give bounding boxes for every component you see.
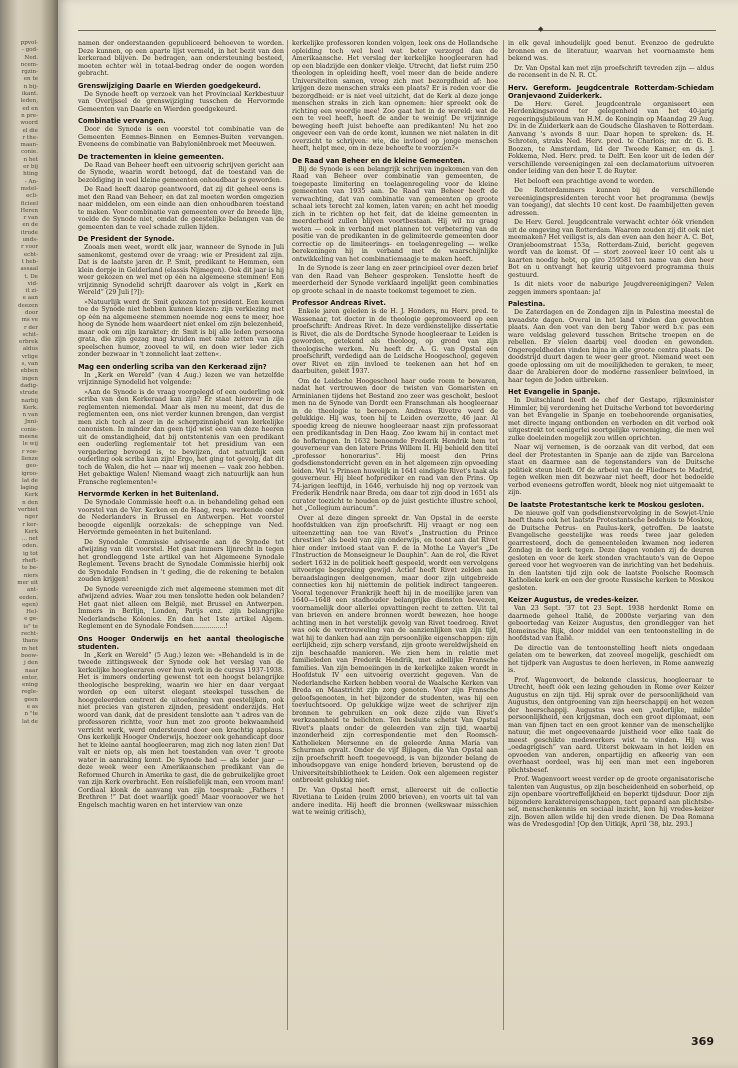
paragraph: De Synodale Commissie heeft o.a. in behandeling gehad een voorstel van de Ver. Kerken en de Haag, resp. werkende onder de Nederlanders in Brussel en Antwerpen. Het voorstel beoogde eigenlijk oorzekals: de scheppinge van Ned. Hervormde gemeenten in het buitenland. — [78, 499, 284, 536]
previous-page-fragment: r the- — [22, 134, 38, 141]
paragraph: »Aan de Synode is de vraag voorgelegd of een ouderling ook scriba van den Kerkeraad kan zijn? Er staat hierover in de reglementen niemendal. Maar als men nu meent, dat dus de reglementen een, ons niet verder kunnen brengen, dan vergist men zich toch al zeer in de scherpzinnigheid van kerkelijke canonisten. In minder dan geen tijd wist een van deze heeren uit de omstandigheid, dat bij ontstentenis van een predikant een ouderling reglementair tot het presidium van een vergadering bevoegd is, te bewijzen, dat natuurlijk een ouderling ook scriba kan zijn! Ergo, het ging tot gevolg, dat dit toch de Walen, die het — naar wij meenen — vaak zoo hebben. Het gebaktige Walen! Niemand waagt zich natuurlijk aan hun Fransche reglementen!« — [78, 388, 284, 486]
previous-page-fragment: boow- — [21, 652, 38, 659]
paragraph: Dr. Van Opstal heeft ernst, allereerst uit de collectie Rivetiana te Leiden (ruim 2000 brieven), en voorts uit tal van andere inedita. Hij heeft die bronnen (welkswaar misschien wat te weinig critisch), — [292, 786, 498, 816]
previous-page-fragment: regle- — [21, 689, 38, 696]
previous-page-fragment: igroo- — [21, 470, 38, 477]
section-heading: De President der Synode. — [78, 235, 175, 243]
previous-page-fragment: ncem- — [20, 61, 38, 68]
previous-page-fragment: e as — [26, 704, 38, 711]
previous-page-fragment: eeden. — [19, 594, 38, 601]
section-heading: Keizer Augustus, de vredes-keizer. — [508, 596, 639, 604]
paragraph: De Rotterdammers kunnen bij de verschillende vereenigingspresidenten terecht voor het programma (bewijs van toegang), dat slechts 10 cent kost. De raambiljetten geven adressen. — [508, 187, 714, 217]
section-heading: Het Evangelie in Spanje. — [508, 388, 601, 396]
previous-page-fragment: dadig- — [20, 382, 38, 389]
previous-page-fragment: narbij — [21, 397, 38, 404]
previous-page-fragment: schit- — [22, 331, 38, 338]
paragraph: De Zaterdagen en de Zondagen zijn in Palestina meestal de kwaadste dagen. Overal in het land vinden dan gevechten plaats. Aan den voet van den berg Tabor werd b.v. pas een ware veldslag geleverd tusschen Britsche troepen en de rebellen. Er vielen daarbij veel dooden en gewonden. Ongeregeldheden vinden bijna in alle groote centra plaats. De doodstrijd duurt dagen te weer geer groot. Niemand weet een goede oplossing om uit de moeilijkheden te geraken, te meer, daar de Arabieren door de moderne rassenleer beïnvloed, in haar tegen de Joden uitbreken. — [508, 309, 714, 384]
paragraph: In Duitschland heeft de chef der Gestapo, rijksminister Himmler, bij verordening het Duitsche Verbond tot bevordering van het Evangelie in Spanje en toebehoorende organisaties, met directe ingang ontbonden en verboden en dit verbod ook uitgestrekt tot eenigerlei soortgelijke vereeniging, die men wel zulke doeleinden mogelijk zou willen oprichten. — [508, 397, 714, 442]
section-heading: Herv. Gereform. Jeugdcentrale Rotterdam-Schiedam Oranjevaond Zuiderkerk. — [508, 83, 714, 100]
previous-page-fragment: geen — [24, 696, 38, 703]
paragraph: De nieuwe golf van godsdienstvervolging in de Sowjet-Unie heeft thans ook het laatste Protestantsche bedehuis te Moskou, de Duitsche Petrus- en Paulus-kerk, getroffen. De laatste Evangelische geestelijke was reeds twee jaar geleden gearresteerd, doch de gemeenteleden kwamen nog iederen Zondag in de kerk tegen. Deze dagen vonden zij de deuren gesloten en voor de kerk stonden vrachtauto's van de Oepoe gereed voor het wegvoeren van de inrichting van het bedehuis. In den laatsten tijd zijn ook de laatste Poolsche Roomsch Katholieke kerk en een der groote Russische kerken te Moskou gesloten. — [508, 509, 714, 592]
paragraph: In „Kerk en Wereld” (van 4 Aug.) lezen we van hetzelfde vrijzinnige Synodelid het volgende: — [78, 371, 284, 386]
header-rule — [78, 30, 716, 31]
page-number: 369 — [691, 1035, 714, 1048]
previous-page-fragment: n het — [23, 156, 38, 163]
previous-page-fragment: llenze — [21, 455, 38, 462]
previous-page-fragment: door — [25, 309, 38, 316]
previous-page-fragment: itrude — [20, 229, 38, 236]
previous-page-fragment: r der — [23, 324, 38, 331]
paragraph: kerkelijke professoren konden volgen, leek ons de Hollandsche opleiding toch wel heel wat beter verzorgd dan de Amerikaansche. Het verslag der kerkelijke hoogleeraren had op een bladzijde een donker vlekje. Utrecht, dat liefst ruim 250 theologen in opleiding heeft, voel meer dan de beide andere Universiteiten samen, vroeg zich met bezorgdheid af: hoe krijgen deze menschen straks een plaats? Er is reden voor die bezorgdheid: er is niet veel uitzicht, dat de Kerk al deze jonge menschen straks in zich kan opnemen: hier spreekt ook de richting een woordje mee! Zoo gaat het in de wereld: wat de een te veel heeft, heeft de ander te weinig! De vrijzinnige beweging heeft juist behoefte aan predikanten! Nu het zoo ongeveer een van de orde komt, kunnen we niet nalaten in dit overzicht te schrijven: wie, die invloed op jonge menschen heeft, helpt mee, om in deze behoefte te voorzien?« — [292, 40, 498, 152]
paragraph: Zooals men weet, wordt elk jaar, wanneer de Synode in Juli samenkomt, gestemd over de vraag: wie er President zal zijn. Dat is de laatste jaren dr. P. Smit, predikant te Hemmen, een klein dorpje in Gelderland (elassis Nijmegen). Ook dit jaar is hij weer gekozen en wel met op één na algemeene stemmen! Een vrijzinnig Synodelid schrijft daarover als volgt in „Kerk en Wereld” (29 Juli [?]): — [78, 244, 284, 296]
previous-page-fragment: n "te — [24, 711, 38, 718]
previous-page-fragment: j den — [23, 660, 38, 667]
previous-page-fragment: geo- — [25, 463, 38, 470]
paragraph: Is dit niets voor de naburige Jeugdvereenigingen? Velen zeggen immers spontaan: ja! — [508, 281, 714, 296]
previous-page-fragment: conie- — [20, 426, 38, 433]
paragraph: Om de Leidsche Hoogeschool haar oude roem te bewaren, nadat het vertrouwen door de twisten van Gomaristen en Arminianen tijdens het Bestand zoo zeer was geschokt, besloot men na de Synode van Dordt een Franschman als hoogleeraar in de theologie te beroepen. Andreas Rivetre werd de gelukkige. Hij was, toen hij te Leiden overzette, 46 jaar. Al spoedig kreeg de nieuwe hoogleeraar naast zijn professoraat een predikantsdag in Den Haag. Zoo kwam hij in contact met de hofkringen. In 1632 benoemde Frederik Hendrik hem tot gouverneur van den latere Prins Willem II. Hij behield den titel „professor honorarius”. Hij moest den Prins godsdienstonderricht geven en in het algemeen zijn opvoeding leiden. Wel 's Prinsen huwelijk in 1641 eindigde Rivet's taak als gouverneur. Hij bleef hofprediker en raad van den Prins. Op 74-jarigen leeftijd, in 1646, verhuisde hij nog op verzoek van Frederik Hendrik naar Breda, om daar tot zijn dood in 1651 als curator toezicht te houden op de juist gestichte illustre school, het „Collegium auriacum”. — [292, 377, 498, 512]
previous-page-fragment: - god- — [21, 47, 38, 54]
column-divider — [503, 40, 504, 1030]
previous-page-fragment: recht- — [21, 631, 38, 638]
previous-page-fragment: r voor — [20, 244, 38, 251]
previous-page-fragment: rheft- — [22, 558, 38, 565]
section-heading: Hervormde Kerken in het Buitenland. — [78, 490, 219, 498]
previous-page-fragment: niers — [23, 572, 38, 579]
paragraph: In de Synode is zeer lang en zeer principieel over dezen brief van den Raad van Beheer gesproken. Tenslotte heeft de meerderheid der Synode verklaard ingelijkt geen combinaties op groote schaal in de naaste toekomst tegemoet te zien. — [292, 265, 498, 295]
paragraph: in elk geval inhoudelijk goed benut. Evenzoo de gedrukte bronnen en de literatuur, waarvan het voornaamste hem bekend was. — [508, 40, 714, 62]
previous-page-fragment: echt- — [23, 251, 38, 258]
previous-page-fragment: hting — [23, 171, 38, 178]
paragraph: Van 23 Sept. '37 tot 23 Sept. 1938 herdenkt Rome en daarmede geheel Italië, de 2000ste verjaring van den geboortedag van Keizer Augustus, den grondlegger van het Romeinsche Rijk, door middel van een tentoonstelling in de hoofdstad van Italië. — [508, 605, 714, 642]
paragraph: Prof. Wagenvoort, de bekende classicus, hoogleeraar te Utrecht, heeft óók een lezing gehouden in Rome over Keizer Augustus en zijn tijd. Hij sprak over de persoonlijkheid van Augustus, den ontgroening van zijn heerschappij en het wezen der heerschappij. Augustus was een „vaderlijke, milde” persoonlijkheid, een krijgsman, doch een groot diplomaat, een man van fijnen tact en een groot kenner van de menschelijke natuur, die met ongeevenaarde juistheid voor elke taak de meest geschikte medewerkers wist te vinden. Hij was „oedagrigisch” van aard. Uiterst bekwaam in het leiden en opvoeden van anderen, onpartijdig en afkeerig van een overhaast oordeel, was hij een man met een ingeboren plichtsbesef. — [508, 676, 714, 774]
previous-page-fragment: ... net — [21, 536, 38, 543]
previous-page-fragment: le wij — [22, 441, 38, 448]
header-ornament: ◆ — [538, 25, 544, 33]
previous-page-fragment: vid- — [27, 280, 38, 287]
previous-page-fragment: mer uit — [17, 579, 38, 586]
previous-page-fragment: vrlige — [21, 353, 38, 360]
previous-page-fragment: rgzin- — [21, 69, 38, 76]
section-heading: Ons Hooger Onderwijs en het aantal theologische studenten. — [78, 634, 284, 651]
previous-page-fragment: n pre- — [21, 112, 38, 119]
previous-page-fragment: erbrek — [19, 339, 38, 346]
previous-page-fragment: thans — [22, 638, 38, 645]
column-2 — [292, 40, 498, 1040]
previous-page-fragment: egen) — [22, 601, 38, 608]
paragraph: De Herv. Gerel. Jeugdcentrale organiseert een Herdenkingsavond ter gelegenheid van het 40-jarig regeeringsjubileum van H.M. de Koningin op Maandag 29 Aug. Dv. in de Zuiderkerk aan de Goudsche Glashaven te Rotterdam. Aanvang 's avonds 8 uur. Daar hopen te spreken: ds. H. Schroten, straks Ned. Herv. pred. te Charlois; mr. dr. G. B. Boozen, te Amsterdam, lid der Tweede Kamer, en ds. J. Fokkema, Ned. Herv. pred. te Delft. Een koor uit de leden der verschillende vereenigingen zal een declamatorium uitvoeren onder leiding van den heer T. de Ruyter. — [508, 100, 714, 175]
paragraph: De Synode vereenigde zich met algemeene stemmen met dit afwijzend advies. Waar zou men tenslotte heden ook belanden? Het gaat niet alleen om België, met Brussel en Antwerpen. Immers in Berlijn, Londen, Parijs enz. zijn belangrijke Nederlandsche Kolonies. En dan het 1ste artikel Algem. Reglement en de Synodale Fondsen................! — [78, 585, 284, 630]
previous-page-fragment: nger — [24, 514, 38, 521]
column-divider — [287, 40, 288, 1030]
section-heading: De laatste Protestantsche kerk te Moskou gesloten. — [508, 500, 705, 509]
previous-page-fragment: ingen — [22, 375, 38, 382]
paragraph: Dr. Van Opstal kan met zijn proefschrift tevreden zijn — aldus de recensent in de N. R. Ct. — [508, 64, 714, 79]
previous-page-fragment: laging — [20, 485, 38, 492]
previous-page-fragment: lat de — [21, 718, 38, 725]
previous-page-fragment: en te — [23, 76, 38, 83]
previous-page-fragment: ed en — [22, 105, 38, 112]
previous-page-fragment: ms ve — [21, 317, 38, 324]
previous-page-fragment: Ned. — [24, 54, 38, 61]
previous-page-fragment: verbiet — [17, 507, 38, 513]
previous-page-edge — [0, 40, 40, 1040]
previous-page-fragment: lat de — [21, 477, 38, 484]
section-heading: De tractementen in kleine gemeenten. — [78, 152, 224, 161]
previous-page-fragment: n van — [22, 412, 38, 419]
previous-page-fragment: t. De — [24, 273, 38, 280]
previous-page-fragment: Jnni- — [24, 419, 38, 426]
previous-page-fragment: ficieel — [20, 200, 38, 207]
previous-page-fragment: el die — [22, 127, 38, 134]
section-heading: Professor Andreas Rivet. — [292, 299, 386, 307]
paragraph: »Natuurlijk werd dr. Smit gekozen tot president. Een keuren toe de Synode niet hebben kunnen kiezen: zijn verkiezing met op één na algemeene stemmen noemde nog eens te meer, hoe hoog de Synode hem waardeert niet enkel om zijn belezenheid, maar ook om zijn karakter; dr. Smit is bij alle leden persoona grata, die zijn gezag mag kruiden met rake zetten van zijn speelschen humor, zooveel te wil, en doen wier leder zich zonder bezwaar in 't zonnelicht laat zetten«. — [78, 298, 284, 358]
paragraph: Door de Synode is een voorstel tot combinatie van de Gemeenten Eemnes-Binnen en Eemnes-Buiten vervangen. Eveneens de combinatie van Babyloniënbroek met Meeuwen. — [78, 126, 284, 148]
previous-page-fragment: aldus — [22, 346, 38, 353]
section-heading: Combinatie vervangen. — [78, 117, 166, 125]
previous-page-fragment: e aan — [22, 295, 38, 302]
previous-page-fragment: ikant. — [21, 91, 38, 98]
previous-page-fragment: Kerk — [24, 492, 38, 499]
column-3 — [508, 40, 714, 1040]
previous-page-fragment: it zi- — [25, 288, 38, 295]
paragraph: De Raad heeft daarop geantwoord, dat zij dit geheel eens is met den Raad van Beheer, en dat zal moeten worden omgezien naar middelen, om een einde aan dien onhoudbaren toestand te maken. Voor combinatie van gemeenten over de breede lijn, voelde de Synode niet, omdat de geestelijke belangen van de gemeenten dan te veel schade zullen lijden. — [78, 186, 284, 231]
section-heading: Palestina. — [508, 300, 546, 308]
column-1 — [78, 40, 284, 1040]
previous-page-fragment: e ge- — [24, 616, 38, 623]
previous-page-fragment: naar — [25, 667, 38, 674]
previous-page-fragment: is" te — [23, 623, 38, 630]
previous-page-fragment: enter, — [21, 674, 38, 681]
previous-page-fragment: n den — [22, 499, 38, 506]
previous-page-fragment: m het — [21, 645, 38, 652]
previous-page-fragment: Kerk. — [22, 404, 38, 411]
previous-page-fragment: ecli- — [26, 193, 38, 200]
previous-page-fragment: n bij- — [23, 83, 38, 90]
previous-page-fragment: r voe- — [21, 448, 38, 455]
paragraph: Het belooft een prachtige avond te worden. — [514, 177, 655, 185]
previous-page-fragment: unds- — [22, 237, 38, 244]
previous-page-fragment: ant- — [26, 587, 38, 594]
previous-page-fragment: conie. — [21, 149, 38, 156]
previous-page-fragment: ig tot — [22, 550, 38, 557]
previous-page-fragment: deezen — [17, 302, 38, 309]
previous-page-fragment: meene — [19, 434, 38, 441]
previous-page-fragment: s, van — [21, 361, 38, 368]
paragraph: De Raad van Beheer heeft een uitvoerig schrijven gericht aan de Synode, waarin wordt betoogd, dat de toestand van de bezoldiging in veel kleine gemeenten onhoudbaar is geworden. — [78, 161, 284, 184]
paragraph: De Synodale Commissie adviseerde aan de Synode tot afwijzing van dit voorstel. Het gaat immers lijnrecht in tegen het grondleggend 1ste artikel van het Algemeene Synodale Reglement. Tevens bracht de Synodale Commissie hierbij ook de Synodale Fondsen in 't geding, die de rekening te betalen zouden krijgen! — [78, 538, 284, 583]
previous-page-fragment: maan- — [20, 142, 38, 149]
section-heading: Mag een onderling scriba van den Kerkeraad zijn? — [78, 362, 267, 371]
paragraph: De directie van de tentoonstelling heeft niets ongedaan gelaten om te bewerken, dat zooveel mogelijk, geschiedt om het tijdperk van Augustus te doen herleven, in Rome aanwezig is. — [508, 644, 714, 674]
previous-page-fragment: Heren — [20, 207, 38, 214]
paragraph: De Herv. Gerel. Jeugdcentrale verwacht echter óók vrienden uit de omgeving van Rotterdam. Waarom zouden zij dit ook niet meemaken? Het veiligst is, als dan even aan den heer A. C. Bot, Oranjeboomstraat 153a, Rotterdam-Zuid, bericht gegeven wordt van de komst. Of — stort zooveel keer 10 cent als u kaarten noodig hebt, op giro 259581 ten name van den heer Bot en u ontvangt het keurig uitgevoerd programma thuis gestuurd. — [508, 219, 714, 279]
previous-page-fragment: woord — [20, 120, 38, 127]
paragraph: In „Kerk en Wereld” (5 Aug.) lezen we: »Behandeld is in de tweede zittingsweek der Synode ook het verslag van de kerkelijke hoogleeraren over hun werk in de cursus 1937-1938. Het is immers onderling gewenst tot een hoogst belangrijke theologische bespreking, waarin we hier en daar vergaat worden op een uiterst elegant steekspel tusschen de hooggeleerden omtrent de uitoefening van geestelijken, ook niet precies van gisteren zijnden, president onderzijds. Het woord van dank, dat de president tenslotte aan 't adres van de professoren richtte, voor hun met zoo groote bekwaamheid verricht werk, werd ondersteund door een krachtig applaus. Ons kerkelijk Hooger Onderwijs, hoezeer ook gehandicapt door het te kleine aantal hoogleeraren, mag zich nog laten zien! Dat valt er niets op, als men het toestanden van over 't groote water in aanraking komt. De Synode had — als ieder jaar — deze week weer een Amerikaanschen predikant van de Reformed Church in Amerika te gast, die de gebruikelijke groet van zijn Kerk overbracht. Een reisliefelijk man, een vroom man! Cordiaal klonk de aanvang van zijn toespraak: „Fathers ! Brethren !” Dat doet waarlijk goed! Maar vooraoover we het Engelsch machtig waren en het interview van onze — [78, 651, 284, 809]
paragraph: Naar wij vernemen, is de oorzaak van dit verbod, dat een deel der Protestanten in Spanje aan de zijde van Barcelona staat en daarmee aan de tegenstanders van de Duitsche politiek steun biedt. Of de arbeid van de Fliedners te Madrid, tegen welken men dit bezwaar niet heeft, door het bedoelde verbod eveneens getroffen wordt, bleek nog niet uitgemaakt te zijn. — [508, 444, 714, 496]
previous-page-fragment: t heb- — [21, 258, 38, 265]
previous-page-fragment: assaal — [20, 266, 38, 273]
previous-page-fragment: ppvol- — [20, 40, 38, 46]
section-heading: De Raad van Beheer en de kleine Gemeenten. — [292, 156, 466, 165]
previous-page-fragment: Hel- — [26, 609, 38, 616]
section-heading: Grenswijziging Daarle en Wierden goedgekeurd. — [78, 81, 261, 90]
previous-page-fragment: mstel- — [20, 185, 38, 192]
previous-page-fragment: ebben — [20, 368, 38, 375]
previous-page-fragment: te be- — [21, 565, 38, 572]
previous-page-fragment: ening — [22, 682, 38, 689]
previous-page-fragment: - An- — [24, 178, 38, 185]
paragraph: De Synode heeft op verzoek van het Provinciaal Kerkbestuur van Overijssel de grenswijziging tusschen de Hervormde Gemeenten van Daarle en Wierden goedgekeurd. — [78, 90, 284, 113]
paragraph: Bij de Synode is een belangrijk schrijven ingekomen van den Raad van Beheer over combinatie van gemeenten, de toegepaste limitering en toelagenregeling voor de kleine gemeenten van 1935 aan. De Raad van Beheer heeft de verwachting, dat van combinatie van gemeenten op groote schaal iets terecht zal komen, laten varen; en acht het moedig zich in te richten op het feit, dat de kleine gemeenten in meerderheid zullen blijven voortbestaan. Hij wil nu graag weten — ook in verband met plannen tot verbetering van de positie van de predikanten in de gelimiteerde gemeenten door correctie op de limiteerings- en toelagenregeling — welke berekeningen hij in verband met de waarschijnlijke ontwikkeling van het combinatiemaagje te maken heeft. — [292, 165, 498, 263]
previous-page-fragment: oden. — [22, 543, 38, 550]
previous-page-fragment: strude — [19, 390, 38, 397]
paragraph: Prof. Wagenvoort weest verder op de groote organisatorische talenten van Augustus, op zijn bescheidenheid en soberheid, op zijn openbare voortreffelijkheid en beperkt tijdsduur. Door zijn bijzondere karaktereigenschappen, tact gepaard aan plichtsbesef, menschenkennis en sociaal inzicht, kon hij vredes-keizer zijn. Boven allen wilde hij den vrede dienen. De Dea Romana was de Vredesgodin! [Op den Uitkijk, April '38, blz. 293.] — [508, 776, 714, 828]
previous-page-fragment: er bij — [23, 164, 38, 171]
page — [58, 0, 738, 1068]
previous-page-fragment: r van — [23, 215, 38, 222]
previous-page-fragment: en de — [22, 222, 38, 229]
previous-page-fragment: leden, — [20, 98, 38, 105]
previous-page-fragment: r ker- — [22, 521, 38, 528]
paragraph: Enkele jaren geleden is de H. J. Honders, nu Herv. pred. te Wassenaar, tot doctor in de theologie gepromoveerd op een proefschrift: Andreas Rivet. In deze verdienstelijke dissertatie is Rivet, die als de Dordtsche Synode hoogleeraar te Leiden is geworden, getekend als theoloog, op grond van zijn theologische werken. Nu heeft dr. A. G. van Opstal een proefschrift, verdedigd aan de Leidsche Hoogeschool, gegeven over Rivet en zijn invloed te teekenen aan het hof en daarbuiten, geleit 1937. — [292, 308, 498, 375]
previous-page-fragment: Kerk — [24, 528, 38, 535]
paragraph: Over al deze dingen spreekt dr. Van Opstal in de eerste hoofdstukken van zijn proefschrift. Hij vraagt er nog een uiteenzetting aan toe van Rivet's „Instruction du Prince chrestien” als beeld van zijn onderwijs, en toont aan dat Rivet hier onder invloed staat van F. de la Mothe Le Vayer's „De l'Instruction de Monseigneur le Dauphin”. Aan de rol, die Rivet sedert 1632 in de politiek heeft gespeeld, wordt een vervolgens uitvoerige bespreking gewijd. Actief heeft Rivet zelden aan beraadslagingen deelgenomen, maar door zijn uitgebreide connecties kon hij niettemin de politiek indirect tangeeren. Vooral tegenover Frankrijk heeft hij in de moeilijke jaren van 1640—1648 een stadhouder belangrijke diensten bewezen, voornamelijk door allerlei opvattingen recht te zetten. Uit tal van brieven en andere bronnen wordt bewezen, hoe hooge achting men in het verstelijk gevolg van Rivet toedroeg. Rivet was ook de vertrouweling van de aanzienlijken van zijn tijd, wat hij te danken had aan zijn persoonlijke eigenschappen: zijn eerlijkheid, zijn scherp verstand, zijn groote wereldwijsheid en zijn beschaafde manieren. We zien hem in relatie met familieleden van Frederik Hendrik, met adellijke Fransche families. Van zijn bemoeiingen in de kerkelijke zaken wordt in Hoofdstuk IV een uitvoerig overzicht gegeven. Van de Nederlandsche Kerken hebben vooral de Waalsche Kerken van Breda en Maastricht zijn zorg genoten. Voor zijn Fransche geloofsgenooten, in het bijzonder de studenten, was hij een toevluchtsoord. Op gelukkige wijze weet de schrijver zijn bronnen te gebruiken en ook deze zijde van Rivet's werkzaamheid te belichten. Ten besluite schetst Van Opstal Rivet's plaats onder de geleerden van zijn tijd, waarbij inzonderheid zijn correspondentie met den Roomsch-Katholieken Mersenne en de geleerde Anna Maria van Schurman opvalt. Onder de vijf Bijlagen, die Van Opstal aan zijn proefschrift heeft toegevoegd, is van bijzonder belang de inhoudsopgave van enige honderd brieven, berustend op de Universiteitsbibliotheek te Leiden. Ook een algemeen register ontbreekt gelukkig niet. — [292, 514, 498, 784]
paragraph: namen der onderstaanden gepubliceerd behoeven te worden. Deze kunnen, op een aparte lijst vermeld, in het bezit van den kerkeraad blijven. De bedragen, aan ondersteuning besteed, moeten echter wèl in totaal-bedrag onder de oogen worden gebracht. — [78, 40, 284, 77]
